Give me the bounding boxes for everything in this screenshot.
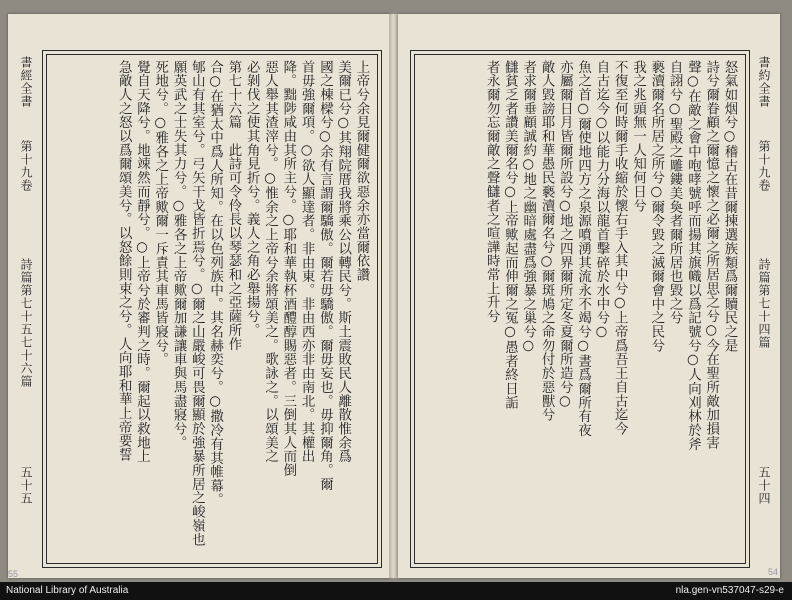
right-line: 魚之首○爾使地四方之泉源噴湧其流永不竭兮○晝爲爾所有夜 [575, 60, 591, 438]
right-section-title: 詩篇第七十四篇 [757, 258, 771, 349]
left-page-number: 五十五 [19, 466, 33, 505]
right-page-body [420, 60, 738, 560]
footer-bar [0, 582, 792, 600]
left-section-title: 詩篇第七十五七十六篇 [19, 258, 33, 388]
right-volume: 第十九卷 [757, 140, 771, 192]
right-book-title: 書約全書 [757, 56, 771, 108]
right-line: 褻瀆爾名所居之所兮○爾令毀之滅爾會中之民兮 [648, 60, 664, 353]
left-line: 郇山有其室兮。弓矢干戈皆折焉兮。○爾之山嚴峻可畏爾顯於強暴所居之峻嶺也 [189, 60, 205, 547]
right-pencil-mark: 54 [768, 567, 779, 577]
left-line: 急敵人之怒以爲爾頌美兮。以怒餘則束之兮。人向耶和華上帝要誓 [116, 60, 132, 462]
right-line: 我之兆頭無一人知何日兮 [630, 60, 646, 213]
left-line: 美爾已兮○其翔院厝我將乘公以轉民兮。斯土震敗民人離散惟余爲 [335, 60, 351, 464]
right-line: 自詡兮○聖殿之雕鏤美奐者爾所居也毀之兮 [667, 60, 683, 325]
left-line: 首毋強爾項。○欲人顯達者。非由東。非由西亦非由南北。其權出 [299, 60, 315, 464]
right-line: 敵人毀謗耶和華愚民褻瀆爾名兮○爾斑鳩之命勿付於惡獸兮 [539, 60, 555, 422]
right-line: 詩兮爾眷顧之爾憶之懷之必爾之所居思之兮○今在聖所敵加損害 [703, 60, 719, 450]
right-page [398, 14, 780, 578]
left-line: 第七十六篇 此詩可令伶長以琴瑟和之亞薩所作 [225, 60, 241, 351]
left-page [8, 14, 390, 578]
left-page-body [52, 60, 370, 560]
right-line: 者求爾垂顧誠約○地之幽暗處盡爲強暴之巢兮○ [520, 60, 536, 355]
right-line: 自古迄今○以能力分海以龍首擊碎於水中兮○ [593, 60, 609, 341]
left-line: 必剝伐之使其角見折兮。義人之角必舉揚兮。 [244, 60, 260, 337]
left-line: 覺自天降兮。地竦然而靜兮。○上帝兮於審判之時。爾起以救地上 [134, 60, 150, 464]
left-line: 願英武之士失其力兮。○雅各之上帝歟爾加謙讓車與馬盡寢兮。 [171, 60, 187, 450]
left-line: 合○在猶太中爲人所知。在以色列族中。其名赫奕兮。○撒冷有其帷幕。 [207, 60, 223, 507]
right-line: 不復至何時爾手收縮於懷右手入其中兮○上帝爲吾王自古迄今 [612, 60, 628, 436]
left-line: 降。黜陟咸由其所主兮。○耶和華執杯酒醴醇賜惡者。三倒其人而倒 [280, 60, 296, 478]
right-line: 亦屬爾日月皆爾所設兮○地之四界爾所定冬夏爾所造兮○ [557, 60, 573, 410]
right-line: 聲○在敵之會中咆哮號呼而揚其旗幟以爲記號兮○人向刈林於斧 [685, 60, 701, 451]
right-line: 者永爾勿忘爾敵之聲讎者之喧譁時常上升兮 [484, 60, 500, 324]
left-book-title: 書經全書 [19, 56, 33, 108]
left-line: 惡人舉其渣滓兮。○惟余之上帝兮余將頌美之。歌詠之。以頌美之 [262, 60, 278, 464]
left-line: 國之棟樑兮○余有言謂爾驕傲。爾若毋驕傲。爾毋妄也。毋抑爾角。爾 [317, 60, 333, 491]
right-line: 讎貧乏者讚美爾名兮○上帝歟起而伸爾之冤○愚者終日詬 [502, 60, 518, 410]
left-line: 上帝兮余見爾健爾欲惡余亦當爾依讚 [354, 60, 369, 282]
left-line: 死地兮。○雅各之上帝歟爾一斥責其車馬皆寢兮。 [152, 60, 168, 367]
left-pencil-mark: 55 [8, 569, 19, 579]
footer-library-name: National Library of Australia [6, 585, 129, 596]
right-page-number: 五十四 [757, 466, 771, 505]
right-line: 怒氣如烟兮○稽古在昔爾揀選族類爲爾贖民之是 [722, 60, 737, 353]
left-volume: 第十九卷 [19, 140, 33, 192]
footer-identifier: nla.gen-vn537047-s29-e [675, 585, 784, 596]
